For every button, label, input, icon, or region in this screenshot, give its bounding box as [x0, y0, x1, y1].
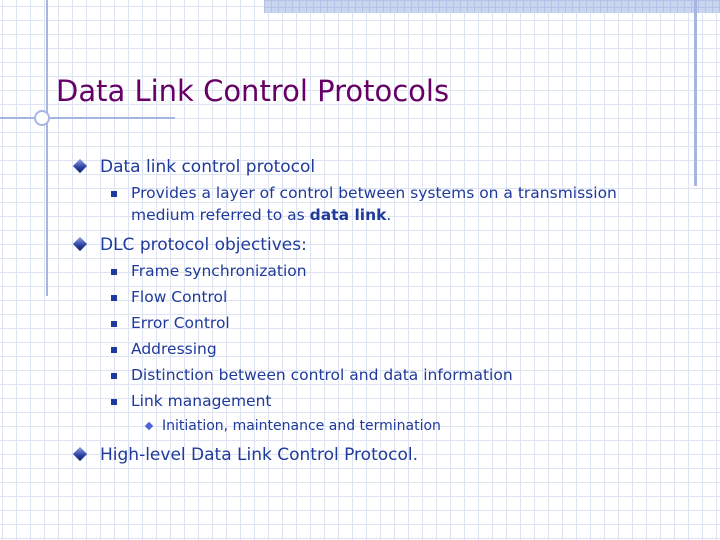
square-bullet-icon — [111, 321, 117, 327]
decorative-circle — [34, 110, 50, 126]
list-item — [72, 338, 672, 360]
list-item — [72, 260, 672, 282]
bullet-level1-dlc-objectives — [72, 234, 672, 256]
diamond-bullet-icon — [73, 159, 87, 173]
small-diamond-bullet-icon — [145, 422, 153, 430]
bullet-text: Distinction between control and data information — [131, 366, 513, 384]
bullet-text: Frame synchronization — [131, 262, 307, 280]
slide-title: Data Link Control Protocols — [56, 74, 450, 108]
decorative-horizontal-line — [0, 117, 175, 119]
bullet-level3-initiation — [72, 416, 672, 436]
bullet-text-bold: data link — [309, 206, 387, 224]
square-bullet-icon — [111, 373, 117, 379]
list-item — [72, 286, 672, 308]
list-item — [72, 364, 672, 386]
bullet-text: Initiation, maintenance and termination — [162, 418, 441, 434]
bullet-text: Error Control — [131, 314, 230, 332]
bullet-text: Data link control protocol — [100, 157, 316, 177]
list-item — [72, 390, 672, 412]
bullet-level2-provides-layer — [72, 182, 672, 226]
decorative-vertical-line-right — [694, 0, 697, 186]
decorative-vertical-line-left — [46, 0, 48, 296]
square-bullet-icon — [111, 347, 117, 353]
bullet-level1-data-link-control-protocol — [72, 156, 672, 178]
bullet-level1-hdlc — [72, 444, 672, 466]
list-item — [72, 312, 672, 334]
square-bullet-icon — [111, 399, 117, 405]
bullet-text: Addressing — [131, 340, 217, 358]
bullet-text: Link management — [131, 392, 272, 410]
diamond-bullet-icon — [73, 447, 87, 461]
decorative-top-band — [264, 0, 720, 13]
square-bullet-icon — [111, 295, 117, 301]
bullet-text-before: Provides a layer of control between systems on a transmission medium referred to as — [131, 184, 617, 224]
bullet-text: High-level Data Link Control Protocol. — [100, 445, 419, 465]
diamond-bullet-icon — [73, 237, 87, 251]
square-bullet-icon — [111, 191, 117, 197]
bullet-text-after: . — [386, 206, 392, 224]
bullet-text: Flow Control — [131, 288, 228, 306]
square-bullet-icon — [111, 269, 117, 275]
slide-content — [72, 156, 672, 466]
bullet-text: DLC protocol objectives: — [100, 235, 307, 255]
